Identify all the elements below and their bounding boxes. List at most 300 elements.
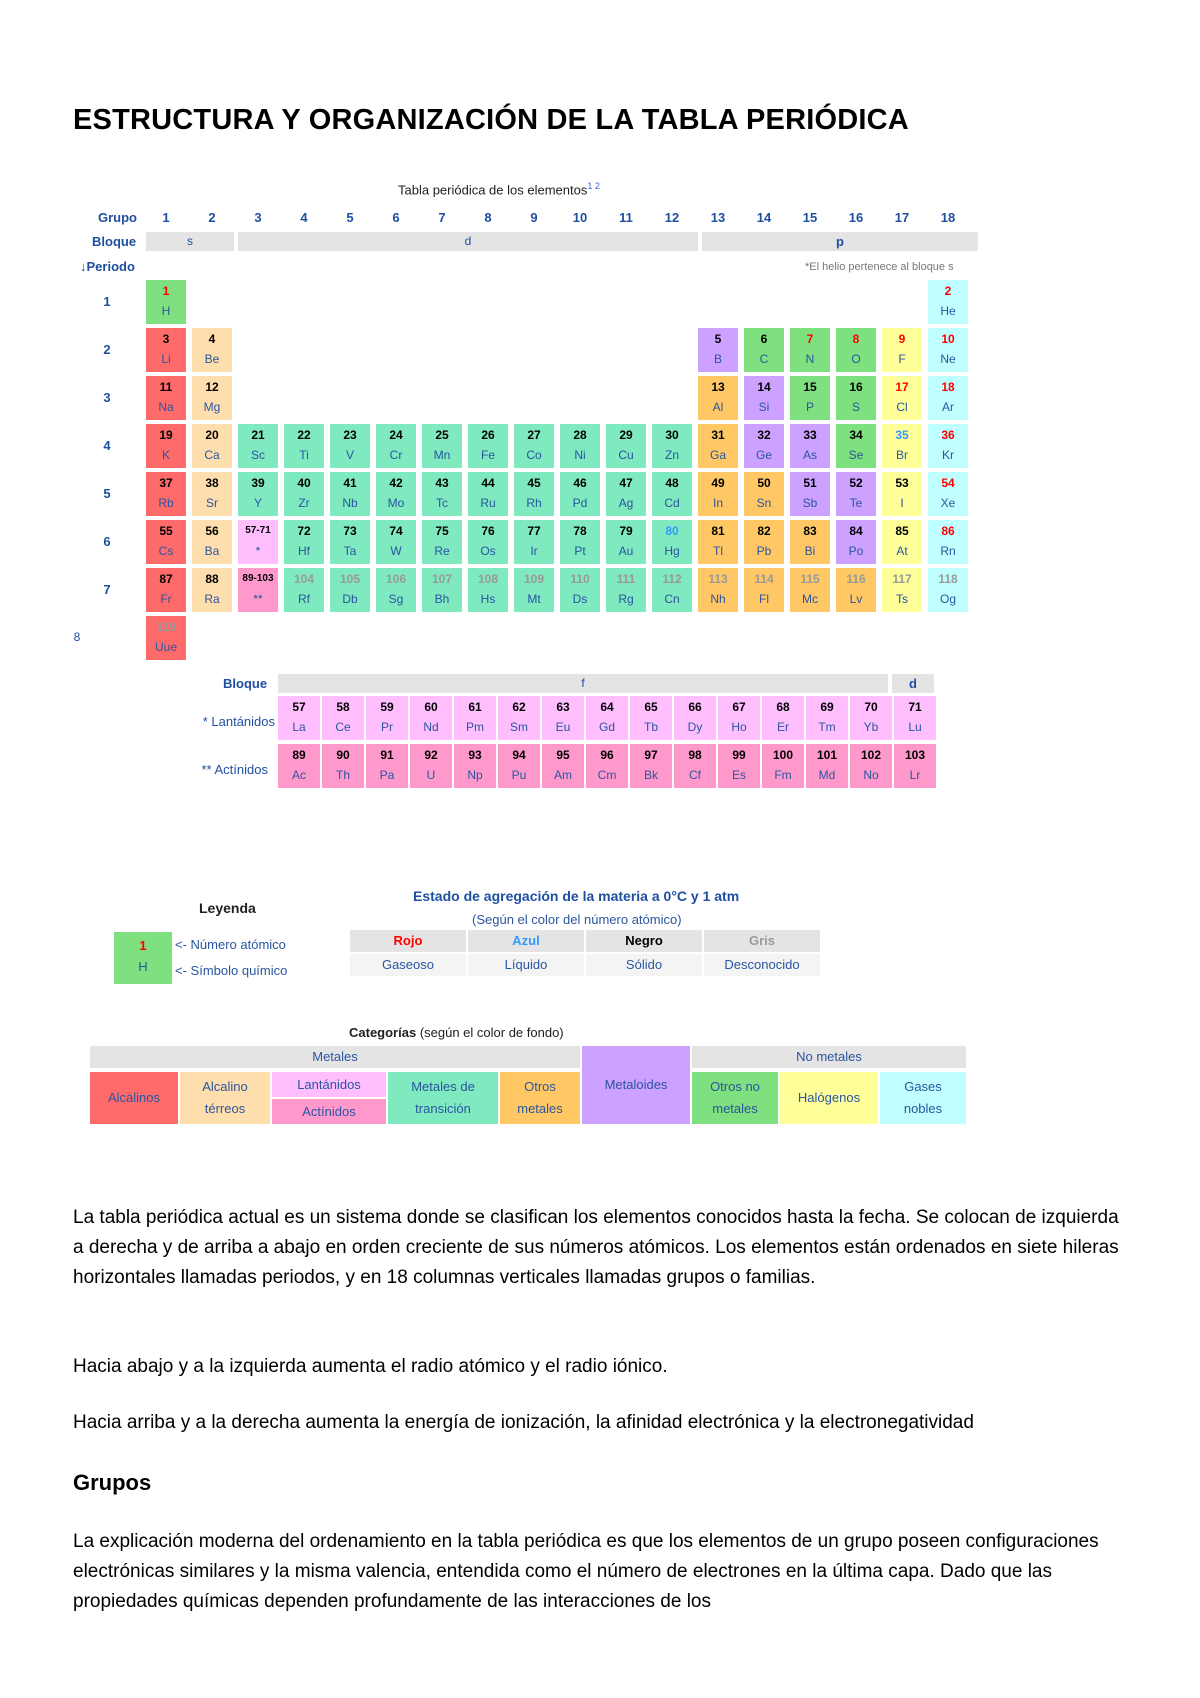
atomic-number: 15 bbox=[803, 380, 817, 394]
state-name-liquid: Azul bbox=[468, 930, 584, 952]
element-cell-B[interactable] bbox=[698, 328, 738, 372]
element-cell-Sg[interactable] bbox=[376, 568, 416, 612]
element-cell-La[interactable] bbox=[278, 696, 320, 740]
element-cell-Sm[interactable] bbox=[498, 696, 540, 740]
element-cell-Te[interactable] bbox=[836, 472, 876, 516]
atomic-number: 83 bbox=[803, 524, 817, 538]
atomic-number: 62 bbox=[512, 700, 526, 714]
element-symbol: He bbox=[940, 304, 956, 318]
element-cell-Zr[interactable] bbox=[284, 472, 324, 516]
group-number: 12 bbox=[664, 210, 680, 225]
element-cell-Ga[interactable] bbox=[698, 424, 738, 468]
element-cell-As[interactable] bbox=[790, 424, 830, 468]
element-symbol: Ba bbox=[204, 544, 220, 558]
element-cell-Gd[interactable] bbox=[586, 696, 628, 740]
element-symbol: Bi bbox=[804, 544, 816, 558]
group-number: 3 bbox=[254, 210, 262, 225]
element-symbol: Sb bbox=[802, 496, 818, 510]
atomic-number: 33 bbox=[803, 428, 817, 442]
element-symbol: Lr bbox=[909, 768, 921, 782]
atomic-number: 112 bbox=[662, 572, 682, 586]
element-symbol: Zr bbox=[298, 496, 310, 510]
element-symbol: Xe bbox=[940, 496, 956, 510]
element-symbol: Yb bbox=[863, 720, 879, 734]
element-cell-Yb[interactable] bbox=[850, 696, 892, 740]
atomic-number: 96 bbox=[600, 748, 614, 762]
heading-grupos: Grupos bbox=[73, 1470, 152, 1495]
element-cell-Pt[interactable] bbox=[560, 520, 600, 564]
atomic-number: 7 bbox=[806, 332, 814, 346]
atomic-number: 86 bbox=[941, 524, 955, 538]
atomic-number: 71 bbox=[908, 700, 922, 714]
element-symbol: Te bbox=[849, 496, 863, 510]
element-symbol: Pd bbox=[572, 496, 588, 510]
block-d-text: d bbox=[464, 234, 472, 248]
element-symbol: Gd bbox=[598, 720, 615, 734]
element-cell-Uue[interactable] bbox=[146, 616, 186, 660]
element-cell-Mn[interactable] bbox=[422, 424, 462, 468]
atomic-number: 54 bbox=[941, 476, 955, 490]
atomic-number: 102 bbox=[860, 748, 882, 762]
atomic-number: 11 bbox=[159, 380, 173, 394]
atomic-number: 37 bbox=[159, 476, 173, 490]
atomic-number: 40 bbox=[297, 476, 311, 490]
element-symbol: Sn bbox=[756, 496, 772, 510]
atomic-number: 114 bbox=[754, 572, 774, 586]
element-cell-Pb[interactable] bbox=[744, 520, 784, 564]
element-cell-Li[interactable] bbox=[146, 328, 186, 372]
element-symbol: F bbox=[898, 352, 906, 366]
state-name-solid: Negro bbox=[586, 930, 702, 952]
atomic-number: 63 bbox=[556, 700, 570, 714]
element-cell-Er[interactable] bbox=[762, 696, 804, 740]
element-cell-Cu[interactable] bbox=[606, 424, 646, 468]
element-symbol: Cl bbox=[896, 400, 908, 414]
element-symbol: Sg bbox=[388, 592, 404, 606]
element-symbol: K bbox=[161, 448, 170, 462]
element-symbol: Cu bbox=[618, 448, 634, 462]
state-desc-unknown: Desconocido bbox=[704, 954, 820, 976]
element-cell-Tm[interactable] bbox=[806, 696, 848, 740]
block-d2-text: d bbox=[909, 676, 917, 691]
element-cell-Xe[interactable] bbox=[928, 472, 968, 516]
atomic-number: 21 bbox=[251, 428, 265, 442]
element-symbol: Ne bbox=[940, 352, 956, 366]
atomic-number: 66 bbox=[688, 700, 702, 714]
element-cell-F[interactable] bbox=[882, 328, 922, 372]
legend-sample-s: H bbox=[138, 959, 148, 974]
atomic-number: 59 bbox=[380, 700, 394, 714]
element-cell-Ar[interactable] bbox=[928, 376, 968, 420]
element-symbol: Re bbox=[434, 544, 450, 558]
element-symbol: Mg bbox=[203, 400, 221, 414]
atomic-number: 39 bbox=[251, 476, 265, 490]
element-cell-Re[interactable] bbox=[422, 520, 462, 564]
element-cell-Cn[interactable] bbox=[652, 568, 692, 612]
element-cell-Cl[interactable] bbox=[882, 376, 922, 420]
atomic-number: 28 bbox=[573, 428, 587, 442]
element-symbol: N bbox=[805, 352, 815, 366]
element-symbol: Md bbox=[818, 768, 836, 782]
atomic-number: 76 bbox=[481, 524, 495, 538]
element-cell-He[interactable] bbox=[928, 280, 968, 324]
element-symbol: Rn bbox=[940, 544, 956, 558]
element-symbol: Rb bbox=[158, 496, 174, 510]
atomic-number: 57 bbox=[292, 700, 306, 714]
element-cell-Be[interactable] bbox=[192, 328, 232, 372]
legend-title: Leyenda bbox=[199, 900, 256, 916]
atomic-number: 17 bbox=[895, 380, 909, 394]
paragraph-3: Hacia arriba y a la derecha aumenta la energía de ionización, la afinidad electrónica y la electronegatividad bbox=[73, 1412, 974, 1433]
element-cell-Ne[interactable] bbox=[928, 328, 968, 372]
element-cell-Fe[interactable] bbox=[468, 424, 508, 468]
element-cell-Ge[interactable] bbox=[744, 424, 784, 468]
element-cell-K[interactable] bbox=[146, 424, 186, 468]
paragraph-2: Hacia abajo y a la izquierda aumenta el radio atómico y el radio iónico. bbox=[73, 1356, 668, 1377]
element-symbol: Bh bbox=[434, 592, 450, 606]
element-cell-Ru[interactable] bbox=[468, 472, 508, 516]
atomic-number: 44 bbox=[481, 476, 495, 490]
element-cell-Zn[interactable] bbox=[652, 424, 692, 468]
element-symbol: Os bbox=[480, 544, 496, 558]
element-cell-Mc[interactable] bbox=[790, 568, 830, 612]
element-cell-Br[interactable] bbox=[882, 424, 922, 468]
element-cell-Pd[interactable] bbox=[560, 472, 600, 516]
period-number: 2 bbox=[103, 342, 111, 357]
lanthanides-label: * Lantánidos bbox=[202, 714, 275, 729]
element-cell-Kr[interactable] bbox=[928, 424, 968, 468]
element-symbol: Mt bbox=[527, 592, 541, 606]
element-symbol: No bbox=[863, 768, 879, 782]
element-cell-Ac[interactable] bbox=[278, 744, 320, 788]
element-cell-In[interactable] bbox=[698, 472, 738, 516]
element-cell-Y[interactable] bbox=[238, 472, 278, 516]
element-symbol: Nd bbox=[423, 720, 439, 734]
categories-title-rest: (según el color de fondo) bbox=[416, 1025, 564, 1040]
atomic-number: 55 bbox=[159, 524, 173, 538]
atomic-number: 52 bbox=[849, 476, 863, 490]
element-cell-Ce[interactable] bbox=[322, 696, 364, 740]
element-cell-Cd[interactable] bbox=[652, 472, 692, 516]
element-symbol: Np bbox=[467, 768, 483, 782]
element-cell-Ts[interactable] bbox=[882, 568, 922, 612]
element-symbol: Fm bbox=[774, 768, 792, 782]
atomic-number: 43 bbox=[435, 476, 449, 490]
element-cell-Es[interactable] bbox=[718, 744, 760, 788]
element-cell-starstar[interactable] bbox=[238, 568, 278, 612]
element-cell-Fl[interactable] bbox=[744, 568, 784, 612]
helium-note: *El helio pertenece al bloque s bbox=[805, 261, 954, 273]
element-symbol: Li bbox=[161, 352, 171, 366]
element-cell-Nb[interactable] bbox=[330, 472, 370, 516]
element-cell-Mo[interactable] bbox=[376, 472, 416, 516]
atomic-number: 92 bbox=[424, 748, 438, 762]
element-cell-Si[interactable] bbox=[744, 376, 784, 420]
element-cell-N[interactable] bbox=[790, 328, 830, 372]
element-cell-Fm[interactable] bbox=[762, 744, 804, 788]
element-cell-Ag[interactable] bbox=[606, 472, 646, 516]
element-cell-Ta[interactable] bbox=[330, 520, 370, 564]
element-cell-Au[interactable] bbox=[606, 520, 646, 564]
element-cell-W[interactable] bbox=[376, 520, 416, 564]
element-cell-S[interactable] bbox=[836, 376, 876, 420]
element-cell-Sn[interactable] bbox=[744, 472, 784, 516]
atomic-number: 18 bbox=[941, 380, 955, 394]
element-cell-Ni[interactable] bbox=[560, 424, 600, 468]
categories-title-bold: Categorías bbox=[349, 1025, 417, 1040]
element-symbol: Tl bbox=[713, 544, 723, 558]
atomic-number: 95 bbox=[556, 748, 570, 762]
element-cell-Np[interactable] bbox=[454, 744, 496, 788]
element-symbol: As bbox=[802, 448, 817, 462]
element-cell-U[interactable] bbox=[410, 744, 452, 788]
element-cell-Ho[interactable] bbox=[718, 696, 760, 740]
atomic-number: 27 bbox=[527, 428, 541, 442]
atomic-number: 68 bbox=[776, 700, 790, 714]
element-symbol: W bbox=[390, 544, 402, 558]
period-number: 4 bbox=[103, 438, 111, 453]
category-header-no-metales: No metales bbox=[692, 1046, 966, 1068]
element-cell-Hg[interactable] bbox=[652, 520, 692, 564]
element-cell-P[interactable] bbox=[790, 376, 830, 420]
block-f-bar bbox=[278, 674, 888, 693]
element-cell-Hf[interactable] bbox=[284, 520, 324, 564]
atomic-number: 56 bbox=[205, 524, 219, 538]
atomic-number: 26 bbox=[481, 428, 495, 442]
atomic-number: 4 bbox=[208, 332, 216, 346]
atomic-number: 97 bbox=[644, 748, 658, 762]
atomic-number: 36 bbox=[941, 428, 955, 442]
element-cell-Ra[interactable] bbox=[192, 568, 232, 612]
block-p-text: p bbox=[836, 234, 844, 249]
element-cell-Ca[interactable] bbox=[192, 424, 232, 468]
element-cell-O[interactable] bbox=[836, 328, 876, 372]
element-cell-Fr[interactable] bbox=[146, 568, 186, 612]
element-cell-Al[interactable] bbox=[698, 376, 738, 420]
element-cell-Mt[interactable] bbox=[514, 568, 554, 612]
element-cell-Rg[interactable] bbox=[606, 568, 646, 612]
element-cell-Tl[interactable] bbox=[698, 520, 738, 564]
element-cell-Pu[interactable] bbox=[498, 744, 540, 788]
group-number: 8 bbox=[484, 210, 492, 225]
element-cell-Se[interactable] bbox=[836, 424, 876, 468]
element-cell-I[interactable] bbox=[882, 472, 922, 516]
block-d2-bar bbox=[892, 674, 934, 693]
element-cell-Nh[interactable] bbox=[698, 568, 738, 612]
atomic-number: 99 bbox=[732, 748, 746, 762]
element-symbol: Ce bbox=[335, 720, 351, 734]
atomic-number: 113 bbox=[708, 572, 728, 586]
element-cell-Am[interactable] bbox=[542, 744, 584, 788]
element-cell-Bk[interactable] bbox=[630, 744, 672, 788]
legend-sample-z: 1 bbox=[139, 938, 147, 953]
element-symbol: Be bbox=[204, 352, 220, 366]
element-cell-Lv[interactable] bbox=[836, 568, 876, 612]
atomic-number: 84 bbox=[849, 524, 863, 538]
element-cell-Lu[interactable] bbox=[894, 696, 936, 740]
element-cell-Cm[interactable] bbox=[586, 744, 628, 788]
state-desc-liquid: Líquido bbox=[468, 954, 584, 976]
element-cell-Po[interactable] bbox=[836, 520, 876, 564]
element-symbol: Pt bbox=[574, 544, 586, 558]
atomic-number: 3 bbox=[162, 332, 170, 346]
element-cell-Cs[interactable] bbox=[146, 520, 186, 564]
period-label: ↓Periodo bbox=[80, 259, 135, 274]
element-cell-Tc[interactable] bbox=[422, 472, 462, 516]
atomic-number: 61 bbox=[468, 700, 482, 714]
element-cell-Os[interactable] bbox=[468, 520, 508, 564]
element-cell-Bh[interactable] bbox=[422, 568, 462, 612]
atomic-number: 69 bbox=[820, 700, 834, 714]
category-header-metales: Metales bbox=[90, 1046, 580, 1068]
element-cell-Mg[interactable] bbox=[192, 376, 232, 420]
element-symbol: Rh bbox=[526, 496, 542, 510]
atomic-number: 72 bbox=[297, 524, 311, 538]
element-symbol: Ts bbox=[896, 592, 908, 606]
element-cell-Pr[interactable] bbox=[366, 696, 408, 740]
element-symbol: Hs bbox=[480, 592, 496, 606]
categories-title bbox=[349, 1025, 564, 1040]
element-symbol: Mc bbox=[802, 592, 818, 606]
element-cell-Rh[interactable] bbox=[514, 472, 554, 516]
element-cell-Db[interactable] bbox=[330, 568, 370, 612]
category-actinide: Actínidos bbox=[272, 1099, 386, 1124]
atomic-number: 110 bbox=[570, 572, 590, 586]
element-cell-C[interactable] bbox=[744, 328, 784, 372]
atomic-number: 16 bbox=[849, 380, 863, 394]
element-cell-Hs[interactable] bbox=[468, 568, 508, 612]
state-name-unknown: Gris bbox=[704, 930, 820, 952]
element-cell-No[interactable] bbox=[850, 744, 892, 788]
category-lanthanide: Lantánidos bbox=[272, 1072, 386, 1097]
element-cell-Sc[interactable] bbox=[238, 424, 278, 468]
atomic-number: 88 bbox=[205, 572, 219, 586]
element-cell-Co[interactable] bbox=[514, 424, 554, 468]
caption-refs[interactable]: 1 2 bbox=[587, 181, 600, 191]
element-cell-Dy[interactable] bbox=[674, 696, 716, 740]
element-symbol: Og bbox=[939, 592, 956, 606]
element-symbol: Al bbox=[712, 400, 724, 414]
block-f-text: f bbox=[581, 676, 585, 690]
element-cell-star[interactable] bbox=[238, 520, 278, 564]
atomic-number: 109 bbox=[523, 572, 545, 586]
atomic-number: 82 bbox=[757, 524, 771, 538]
element-symbol: B bbox=[713, 352, 722, 366]
atomic-number: 46 bbox=[573, 476, 587, 490]
element-symbol: Sr bbox=[206, 496, 218, 510]
atomic-number: 111 bbox=[616, 572, 636, 586]
category-noble: Gases nobles bbox=[880, 1072, 966, 1124]
element-symbol: Ga bbox=[709, 448, 726, 462]
atomic-number: 77 bbox=[527, 524, 541, 538]
element-cell-Ti[interactable] bbox=[284, 424, 324, 468]
state-desc-gas: Gaseoso bbox=[350, 954, 466, 976]
element-symbol: O bbox=[851, 352, 861, 366]
element-symbol: Zn bbox=[664, 448, 679, 462]
element-cell-H[interactable] bbox=[146, 280, 186, 324]
element-cell-Pm[interactable] bbox=[454, 696, 496, 740]
element-symbol: Fl bbox=[759, 592, 769, 606]
element-symbol: Dy bbox=[687, 720, 703, 734]
group-number: 17 bbox=[894, 210, 910, 225]
element-cell-Md[interactable] bbox=[806, 744, 848, 788]
category-metalloid: Metaloides bbox=[582, 1046, 690, 1124]
atomic-number: 70 bbox=[864, 700, 878, 714]
atomic-number: 79 bbox=[619, 524, 633, 538]
state-desc-solid: Sólido bbox=[586, 954, 702, 976]
element-cell-Rn[interactable] bbox=[928, 520, 968, 564]
atomic-number: 30 bbox=[665, 428, 679, 442]
actinides-label: ** Actínidos bbox=[201, 762, 268, 777]
atomic-number: 78 bbox=[573, 524, 587, 538]
element-cell-Og[interactable] bbox=[928, 568, 968, 612]
atomic-number: 34 bbox=[849, 428, 863, 442]
element-symbol: C bbox=[759, 352, 769, 366]
element-cell-Cr[interactable] bbox=[376, 424, 416, 468]
f-block-label: Bloque bbox=[223, 676, 268, 691]
element-symbol: Sm bbox=[510, 720, 528, 734]
atomic-number: 53 bbox=[895, 476, 909, 490]
element-symbol: U bbox=[426, 768, 436, 782]
atomic-number: 51 bbox=[803, 476, 817, 490]
atomic-number: 50 bbox=[757, 476, 771, 490]
element-cell-Rf[interactable] bbox=[284, 568, 324, 612]
group-number: 7 bbox=[438, 210, 446, 225]
element-cell-Tb[interactable] bbox=[630, 696, 672, 740]
element-symbol: Pr bbox=[381, 720, 393, 734]
element-cell-Ba[interactable] bbox=[192, 520, 232, 564]
element-cell-Ir[interactable] bbox=[514, 520, 554, 564]
element-cell-Cf[interactable] bbox=[674, 744, 716, 788]
element-cell-V[interactable] bbox=[330, 424, 370, 468]
block-label: Bloque bbox=[92, 234, 137, 249]
element-cell-Eu[interactable] bbox=[542, 696, 584, 740]
element-cell-Rb[interactable] bbox=[146, 472, 186, 516]
atomic-number: 64 bbox=[600, 700, 614, 714]
atomic-number: 31 bbox=[711, 428, 725, 442]
block-s-text: s bbox=[187, 234, 193, 248]
element-cell-Nd[interactable] bbox=[410, 696, 452, 740]
element-cell-At[interactable] bbox=[882, 520, 922, 564]
element-cell-Th[interactable] bbox=[322, 744, 364, 788]
atomic-number: 103 bbox=[904, 748, 926, 762]
element-cell-Sr[interactable] bbox=[192, 472, 232, 516]
atomic-number: 119 bbox=[156, 620, 176, 634]
block-p-bar bbox=[702, 232, 978, 251]
element-cell-Bi[interactable] bbox=[790, 520, 830, 564]
element-symbol: Cd bbox=[664, 496, 680, 510]
atomic-number: 49 bbox=[711, 476, 725, 490]
element-cell-Na[interactable] bbox=[146, 376, 186, 420]
element-symbol: Th bbox=[335, 768, 350, 782]
element-cell-Pa[interactable] bbox=[366, 744, 408, 788]
atomic-number: 42 bbox=[389, 476, 403, 490]
legend-s-label: <- Símbolo químico bbox=[175, 963, 288, 978]
atomic-number: 81 bbox=[711, 524, 725, 538]
element-cell-Lr[interactable] bbox=[894, 744, 936, 788]
element-cell-Sb[interactable] bbox=[790, 472, 830, 516]
element-cell-Ds[interactable] bbox=[560, 568, 600, 612]
element-symbol: Ar bbox=[942, 400, 954, 414]
element-symbol: ** bbox=[253, 592, 263, 606]
atomic-number: 35 bbox=[895, 428, 909, 442]
period-number: 3 bbox=[103, 390, 111, 405]
atomic-number: 20 bbox=[205, 428, 219, 442]
atomic-number: 29 bbox=[619, 428, 633, 442]
atomic-number: 24 bbox=[389, 428, 403, 442]
atomic-number: 98 bbox=[688, 748, 702, 762]
atomic-number: 45 bbox=[527, 476, 541, 490]
